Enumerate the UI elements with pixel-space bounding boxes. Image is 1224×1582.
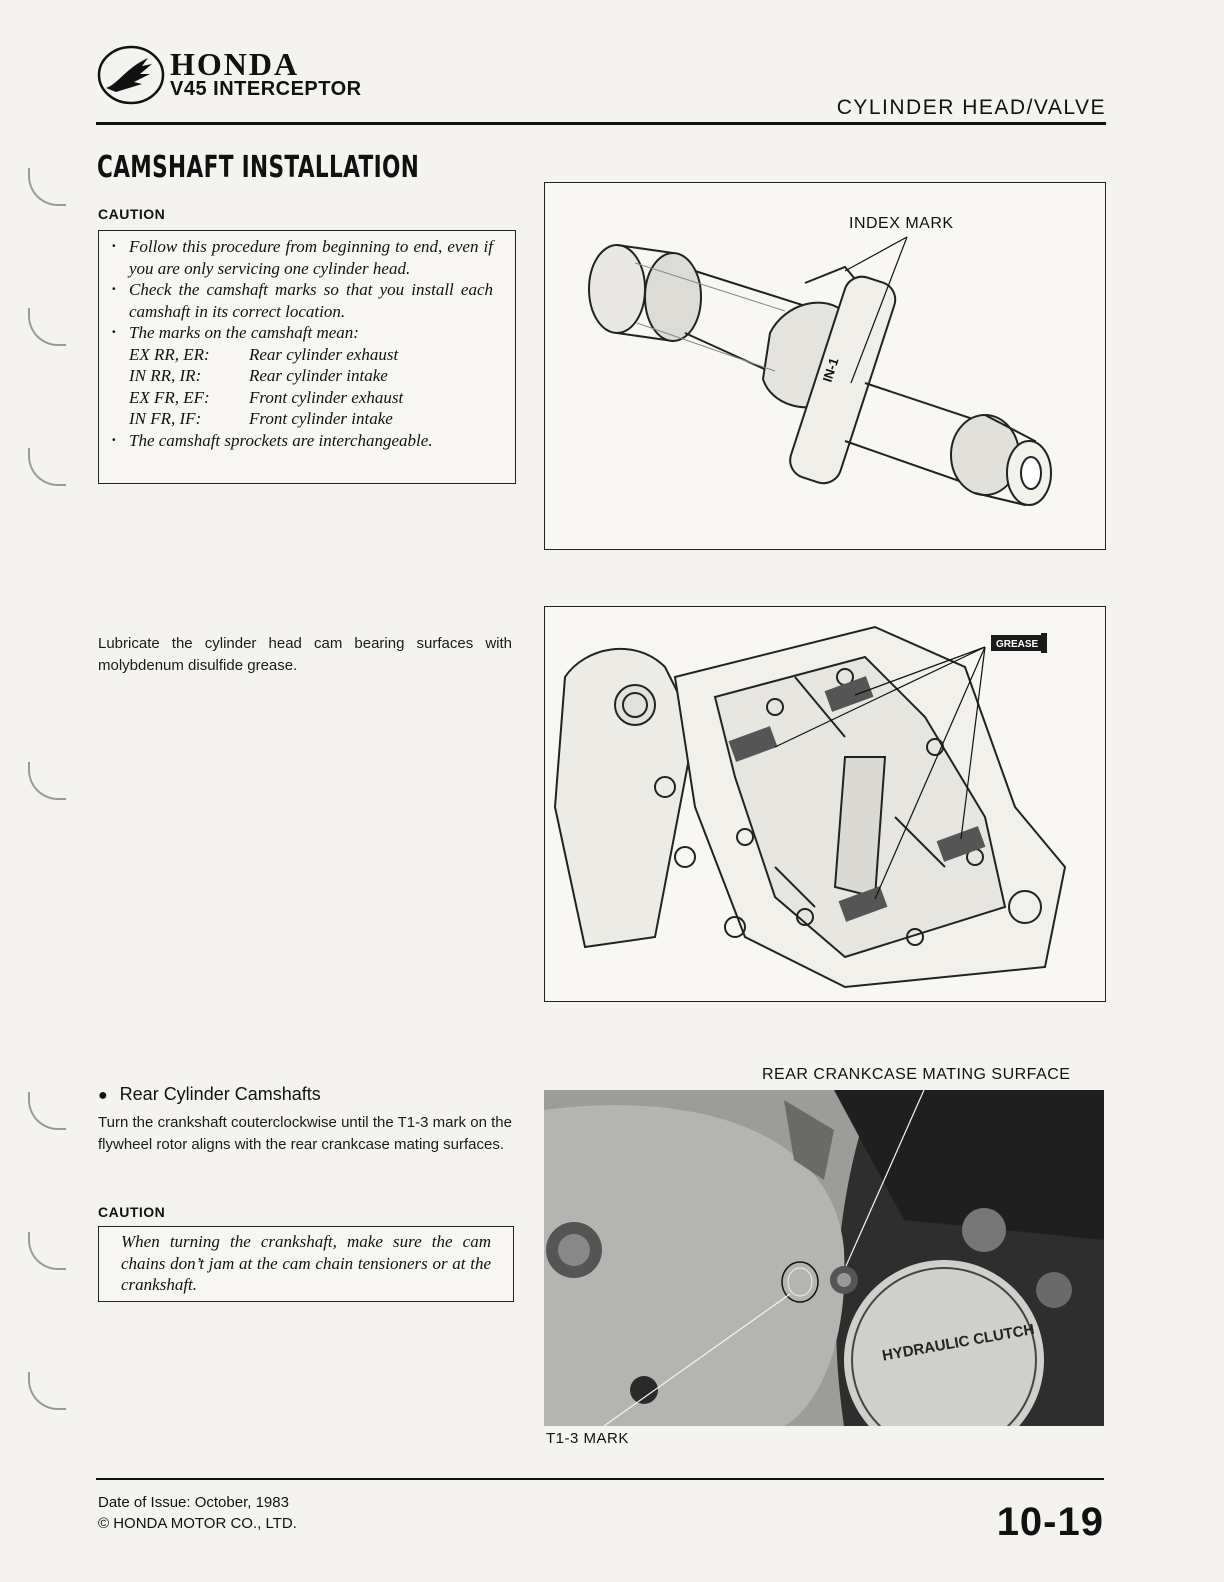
mating-surface-label: REAR CRANKCASE MATING SURFACE [762, 1066, 1071, 1083]
t1-3-mark-label: T1-3 MARK [546, 1430, 629, 1447]
grease-label: GREASE [996, 639, 1039, 650]
flywheel-photo [544, 1090, 1104, 1426]
index-mark-label: INDEX MARK [849, 215, 954, 232]
page-number: 10-19 [996, 1500, 1104, 1544]
binder-hole [28, 1372, 66, 1410]
header-divider [96, 122, 1106, 125]
rear-camshafts-subheading [98, 1084, 321, 1105]
rear-camshafts-title: Rear Cylinder Camshafts [119, 1084, 321, 1104]
caution-list [107, 236, 493, 344]
mark-code: IN RR, IR: [129, 366, 202, 385]
flywheel-photo-illustration [544, 1090, 1104, 1426]
page-heading: CAMSHAFT INSTALLATION [97, 150, 420, 185]
bullet-icon: ● [98, 1087, 108, 1104]
model-name: V45 INTERCEPTOR [170, 78, 362, 100]
caution-item: · The camshaft sprockets are interchangeable. [107, 430, 493, 452]
mark-meaning: Rear cylinder exhaust [249, 344, 399, 364]
caution-box [98, 230, 516, 484]
copyright: © HONDA MOTOR CO., LTD. [98, 1515, 297, 1532]
mark-meaning: Front cylinder exhaust [249, 387, 404, 407]
camshaft-marks-table [107, 344, 493, 430]
caution-label: CAUTION [98, 206, 166, 222]
binder-hole [28, 168, 66, 206]
binder-hole [28, 762, 66, 800]
caution-item: · Follow this procedure from beginning to end, even if you are only servicing one cylinder head. [107, 236, 493, 279]
section-title: CYLINDER HEAD/VALVE [836, 96, 1106, 119]
clutch-cover-text: HYDRAULIC CLUTCH [880, 1320, 1036, 1365]
brand-name: HONDA [170, 46, 300, 82]
binder-hole [28, 448, 66, 486]
honda-wing-icon [96, 44, 166, 106]
rear-camshafts-text: Turn the crankshaft couterclockwise until the T1-3 mark on the flywheel rotor aligns with the rear crankcase mating surfaces. [98, 1114, 512, 1153]
binder-hole [28, 308, 66, 346]
binder-hole [28, 1092, 66, 1130]
issue-date: Date of Issue: October, 1983 [98, 1494, 289, 1511]
mark-code: IN FR, IF: [129, 409, 202, 428]
camshaft-stamp: IN-1 [819, 355, 842, 384]
mark-meaning: Rear cylinder intake [249, 366, 388, 385]
lubricate-text: Lubricate the cylinder head cam bearing surfaces with molybdenum disulfide grease. [98, 635, 512, 674]
binder-hole [28, 1232, 66, 1270]
caution-item: · Check the camshaft marks so that you install each camshaft in its correct location. [107, 279, 493, 322]
caution-label: CAUTION [98, 1204, 166, 1220]
mark-code: EX FR, EF: [129, 387, 210, 407]
crankshaft-caution-text: When turning the crankshaft, make sure the cam chains don’t jam at the cam chain tensioners or at the crankshaft. [121, 1232, 491, 1294]
footer-divider [96, 1478, 1104, 1480]
mark-meaning: Front cylinder intake [249, 409, 393, 428]
crankshaft-caution-box [98, 1226, 514, 1302]
caution-list [107, 430, 493, 452]
camshaft-figure [544, 182, 1106, 550]
mark-code: EX RR, ER: [129, 344, 210, 364]
index-mark-pointer [845, 237, 907, 271]
cylinder-head-illustration [545, 607, 1106, 1002]
honda-logo [96, 42, 396, 112]
cylinder-head-figure [544, 606, 1106, 1002]
footer-info [98, 1492, 297, 1534]
camshaft-illustration [545, 183, 1106, 550]
caution-item: · The marks on the camshaft mean: [107, 322, 493, 344]
